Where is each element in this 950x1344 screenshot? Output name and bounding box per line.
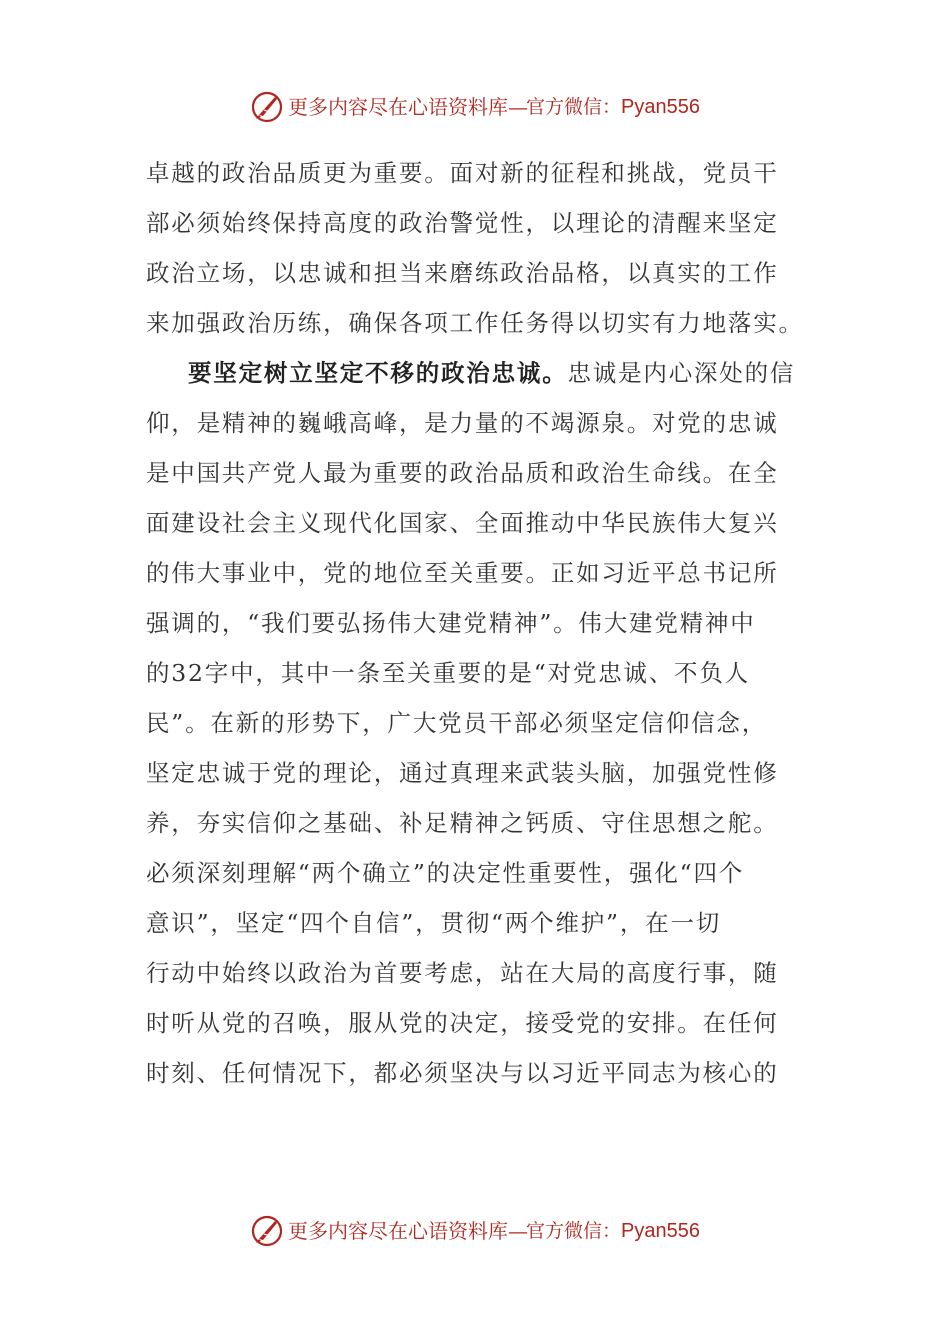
text-line: 来加强政治历练，确保各项工作任务得以切实有力地落实。 <box>146 309 804 337</box>
text-line: 行动中始终以政治为首要考虑，站在大局的高度行事，随 <box>146 959 779 987</box>
text-line: 是中国共产党人最为重要的政治品质和政治生命线。在全 <box>146 459 779 487</box>
paragraph-2-heading: 要坚定树立坚定不移的政治忠诚。 <box>188 359 568 387</box>
text-line: 意识”，坚定“四个自信”，贯彻“两个维护”，在一切 <box>146 909 722 937</box>
text-line: 强调的，“我们要弘扬伟大建党精神”。伟大建党精神中 <box>146 609 756 637</box>
text-line: 民”。在新的形势下，广大党员干部必须坚定信仰信念， <box>146 709 768 737</box>
footer-site-text: 更多内容尽在心语资料库 <box>288 1219 508 1243</box>
text-line: 卓越的政治品质更为重要。面对新的征程和挑战，党员干 <box>146 159 779 187</box>
footer-wechat-id: Pyan556 <box>621 1220 700 1242</box>
footer-dash: — <box>508 1219 526 1243</box>
paragraph-1 <box>146 148 816 348</box>
text-line: 的32字中，其中一条至关重要的是“对党忠诚、不负人 <box>146 659 750 687</box>
text-line-first <box>146 348 816 398</box>
text-line: 仰，是精神的巍峨高峰，是力量的不竭源泉。对党的忠诚 <box>146 409 779 437</box>
paragraph-2 <box>146 348 816 398</box>
text-line: 的伟大事业中，党的地位至关重要。正如习近平总书记所 <box>146 559 779 587</box>
header-dash: — <box>508 95 526 119</box>
footer-wechat-label: 官方微信： <box>526 1220 622 1242</box>
header-site-text: 更多内容尽在心语资料库 <box>288 95 508 119</box>
text-line: 养，夯实信仰之基础、补足精神之钙质、守住思想之舵。 <box>146 809 779 837</box>
paragraph-2-first-line-rest: 忠诚是内心深处的信 <box>567 359 796 387</box>
text-line: 必须深刻理解“两个确立”的决定性重要性，强化“四个 <box>146 859 745 887</box>
quill-pen-logo-icon <box>250 1214 284 1248</box>
text-line: 坚定忠诚于党的理论，通过真理来武装头脑，加强党性修 <box>146 759 779 787</box>
quill-pen-logo-icon <box>250 90 284 124</box>
header-wechat-label: 官方微信： <box>526 96 622 118</box>
text-line: 政治立场，以忠诚和担当来磨练政治品格，以真实的工作 <box>146 259 779 287</box>
header-banner <box>0 90 950 124</box>
footer-banner <box>0 1214 950 1248</box>
text-line: 时刻、任何情况下，都必须坚决与以习近平同志为核心的 <box>146 1059 779 1087</box>
document-body <box>146 148 816 1098</box>
paragraph-2-continued <box>146 398 816 1098</box>
text-line: 面建设社会主义现代化国家、全面推动中华民族伟大复兴 <box>146 509 779 537</box>
text-line: 时听从党的召唤，服从党的决定，接受党的安排。在任何 <box>146 1009 779 1037</box>
text-line: 部必须始终保持高度的政治警觉性，以理论的清醒来坚定 <box>146 209 779 237</box>
header-wechat-id: Pyan556 <box>621 96 700 118</box>
